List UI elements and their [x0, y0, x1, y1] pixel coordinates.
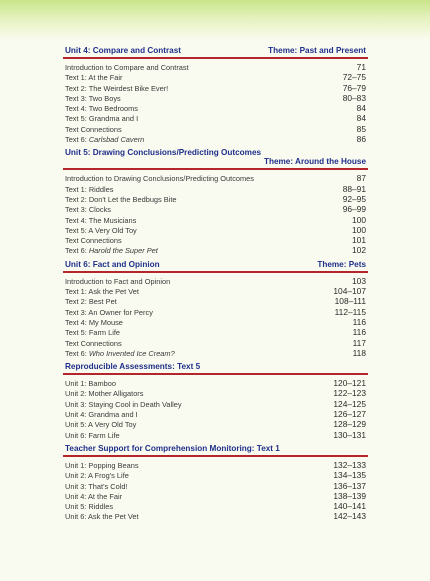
- entry-title: [65, 216, 136, 226]
- entry-page: 92–95: [342, 193, 366, 204]
- entry-title: [65, 379, 116, 389]
- entry-title: [65, 420, 136, 430]
- entry-page: 84: [356, 113, 366, 124]
- entry-page: 76–79: [342, 82, 366, 93]
- section-header: [63, 442, 368, 455]
- toc-entry: [63, 113, 368, 123]
- entry-title: [65, 502, 113, 512]
- entry-page: 84: [356, 103, 366, 114]
- entry-title-text: Unit 5: Riddles: [65, 502, 114, 512]
- entry-title: [65, 512, 139, 522]
- entry-page: 128–129: [333, 419, 366, 430]
- toc-entry: [63, 225, 368, 235]
- toc-section-reproducible-assessments: [63, 360, 368, 440]
- entry-title: [65, 246, 158, 256]
- toc-section-unit-6: [63, 258, 368, 358]
- entry-title-text: Unit 5: A Very Old Toy: [65, 420, 137, 430]
- section-header: [63, 258, 368, 271]
- entry-title-text: Text 3: Two Boys: [65, 93, 121, 103]
- entry-title: [65, 174, 254, 184]
- toc-entry: [63, 62, 368, 72]
- entry-title: [65, 349, 175, 359]
- toc-entry: [63, 245, 368, 255]
- entry-page: 112–115: [334, 306, 366, 317]
- entry-page: 87: [356, 173, 366, 184]
- entry-title: [65, 400, 182, 410]
- entry-page: 86: [356, 134, 366, 145]
- entry-title: [65, 135, 144, 145]
- entry-page: 138–139: [333, 490, 366, 501]
- table-of-contents: [63, 44, 368, 524]
- entry-title-text: Unit 3: Staying Cool in Death Valley: [65, 399, 182, 409]
- section-theme: Theme: Around the House: [263, 157, 366, 167]
- entry-page: 126–127: [333, 409, 366, 420]
- entry-title-text: Text 6:: [65, 246, 89, 256]
- entry-page: 72–75: [342, 72, 366, 83]
- toc-entry: [63, 399, 368, 409]
- toc-entry: [63, 276, 368, 286]
- entry-title-text: Text 1: Riddles: [65, 184, 114, 194]
- entry-title: [65, 431, 120, 441]
- entry-title: [65, 461, 139, 471]
- entry-title: [65, 277, 170, 287]
- entry-title: [65, 125, 122, 135]
- entry-page: 100: [352, 214, 366, 225]
- toc-entry: [63, 317, 368, 327]
- toc-entry: [63, 307, 368, 317]
- entry-title-text: Unit 1: Popping Beans: [65, 460, 139, 470]
- toc-section-unit-4: [63, 44, 368, 144]
- entry-page: 101: [352, 235, 366, 246]
- toc-entry: [63, 173, 368, 183]
- entry-title: [65, 471, 129, 481]
- entry-title-text: Text 4: Two Bedrooms: [65, 104, 138, 114]
- entry-title-text: Introduction to Drawing Conclusions/Predicting Outcomes: [65, 174, 254, 184]
- toc-entry: [63, 327, 368, 337]
- section-header: [63, 146, 368, 168]
- entry-title-text: Text Connections: [65, 124, 122, 134]
- toc-entry: [63, 409, 368, 419]
- entry-title-italic: Who Invented Ice Cream?: [88, 348, 175, 358]
- entry-title-text: Text 4: The Musicians: [65, 215, 137, 225]
- entry-title: [65, 226, 137, 236]
- entry-title-text: Text 6:: [65, 348, 89, 358]
- entry-title-text: Text 2: Best Pet: [65, 297, 117, 307]
- section-theme: Theme: Past and Present: [268, 46, 366, 55]
- entry-title-text: Unit 1: Bamboo: [65, 379, 116, 389]
- entry-title-text: Unit 4: Grandma and I: [65, 410, 138, 420]
- entry-page: 102: [352, 245, 366, 256]
- toc-entry: [63, 184, 368, 194]
- entry-title-text: Introduction to Fact and Opinion: [65, 276, 171, 286]
- toc-entry: [63, 388, 368, 398]
- toc-entry: [63, 430, 368, 440]
- entry-page: 120–121: [333, 378, 366, 389]
- section-title: Unit 4: Compare and Contrast: [65, 46, 182, 55]
- entry-title: [65, 389, 143, 399]
- toc-entry: [63, 348, 368, 358]
- section-title: Unit 6: Fact and Opinion: [65, 259, 160, 269]
- section-title: Reproducible Assessments: Text 5: [65, 362, 201, 372]
- entry-title-text: Text Connections: [65, 236, 122, 246]
- section-divider: [63, 271, 368, 273]
- toc-entry: [63, 491, 368, 501]
- toc-entry: [63, 83, 368, 93]
- entry-title: [65, 84, 168, 94]
- toc-section-teacher-support: [63, 442, 368, 522]
- entry-page: 118: [352, 347, 366, 358]
- section-divider: [63, 57, 368, 59]
- entry-page: 140–141: [333, 501, 366, 512]
- entry-title-italic: Carlsbad Cavern: [88, 135, 145, 145]
- toc-entry: [63, 134, 368, 144]
- entry-page: 96–99: [342, 204, 366, 215]
- toc-entry: [63, 378, 368, 388]
- entry-title-text: Text 5: Grandma and I: [65, 114, 139, 124]
- toc-entry: [63, 103, 368, 113]
- entry-page: 136–137: [333, 480, 366, 491]
- entry-title: [65, 410, 138, 420]
- entry-page: 116: [352, 316, 366, 327]
- toc-entry: [63, 481, 368, 491]
- header-gradient-band: [0, 0, 430, 40]
- entry-page: 100: [352, 224, 366, 235]
- entry-title: [65, 94, 121, 104]
- entry-title: [65, 63, 189, 73]
- entry-title: [65, 104, 138, 114]
- toc-entry: [63, 501, 368, 511]
- entry-title-text: Text 5: Farm Life: [65, 328, 121, 338]
- entry-title: [65, 318, 123, 328]
- toc-entry: [63, 338, 368, 348]
- entry-title-text: Unit 2: Mother Alligators: [65, 389, 144, 399]
- entry-title: [65, 73, 123, 83]
- entry-page: 122–123: [333, 388, 366, 399]
- entry-title-text: Text 2: Don't Let the Bedbugs Bite: [65, 194, 177, 204]
- entry-page: 134–135: [333, 470, 366, 481]
- entry-title-text: Text 4: My Mouse: [65, 317, 123, 327]
- section-divider: [63, 168, 368, 170]
- entry-title-text: Text 1: Ask the Pet Vet: [65, 287, 139, 297]
- section-title: Unit 5: Drawing Conclusions/Predicting Outcomes: [65, 148, 262, 158]
- entry-title: [65, 482, 127, 492]
- section-header: [63, 360, 368, 373]
- toc-entry: [63, 511, 368, 521]
- entry-title: [65, 236, 122, 246]
- entry-page: 130–131: [333, 429, 366, 440]
- entry-page: 88–91: [342, 183, 366, 194]
- toc-entry: [63, 419, 368, 429]
- entry-title: [65, 328, 120, 338]
- entry-page: 108–111: [334, 296, 366, 307]
- toc-entry: [63, 72, 368, 82]
- entry-title: [65, 297, 117, 307]
- entry-title-text: Text 1: At the Fair: [65, 73, 123, 83]
- entry-title-text: Introduction to Compare and Contrast: [65, 63, 189, 72]
- entry-title-italic: Harold the Super Pet: [88, 246, 158, 256]
- entry-page: 85: [356, 123, 366, 134]
- entry-title-text: Unit 6: Farm Life: [65, 430, 120, 440]
- entry-title-text: Unit 6: Ask the Pet Vet: [65, 512, 139, 522]
- entry-title-text: Text 3: Clocks: [65, 205, 111, 215]
- entry-page: 124–125: [333, 398, 366, 409]
- entry-title: [65, 195, 177, 205]
- entry-title-text: Text Connections: [65, 338, 122, 348]
- entry-title: [65, 185, 113, 195]
- entry-title-text: Text 3: An Owner for Percy: [65, 307, 153, 317]
- entry-title-text: Unit 4: At the Fair: [65, 491, 123, 501]
- entry-title: [65, 287, 139, 297]
- section-theme: Theme: Pets: [317, 259, 366, 269]
- entry-page: 103: [352, 275, 366, 286]
- toc-entry: [63, 460, 368, 470]
- section-divider: [63, 455, 368, 457]
- entry-page: 71: [356, 62, 366, 72]
- entry-page: 116: [352, 327, 366, 338]
- toc-entry: [63, 124, 368, 134]
- entry-page: 117: [352, 337, 366, 348]
- toc-entry: [63, 194, 368, 204]
- toc-entry: [63, 470, 368, 480]
- entry-title: [65, 339, 122, 349]
- entry-title: [65, 114, 138, 124]
- entry-page: 80–83: [342, 92, 366, 103]
- toc-entry: [63, 93, 368, 103]
- entry-title-text: Text 5: A Very Old Toy: [65, 225, 137, 235]
- entry-title-text: Text 2: The Weirdest Bike Ever!: [65, 83, 169, 93]
- section-header: [63, 44, 368, 57]
- toc-entry: [63, 296, 368, 306]
- entry-page: 132–133: [333, 459, 366, 470]
- toc-entry: [63, 215, 368, 225]
- section-divider: [63, 373, 368, 375]
- entry-page: 142–143: [333, 511, 366, 522]
- toc-entry: [63, 286, 368, 296]
- entry-title: [65, 308, 153, 318]
- entry-title-text: Unit 3: That's Cold!: [65, 481, 128, 491]
- entry-title: [65, 492, 122, 502]
- entry-page: 104–107: [333, 286, 366, 297]
- entry-title: [65, 205, 111, 215]
- entry-title-text: Unit 2: A Frog's Life: [65, 471, 129, 481]
- toc-entry: [63, 204, 368, 214]
- entry-title-text: Text 6:: [65, 135, 89, 145]
- toc-section-unit-5: [63, 146, 368, 255]
- section-title: Teacher Support for Comprehension Monitoring: Text 1: [65, 443, 280, 453]
- toc-entry: [63, 235, 368, 245]
